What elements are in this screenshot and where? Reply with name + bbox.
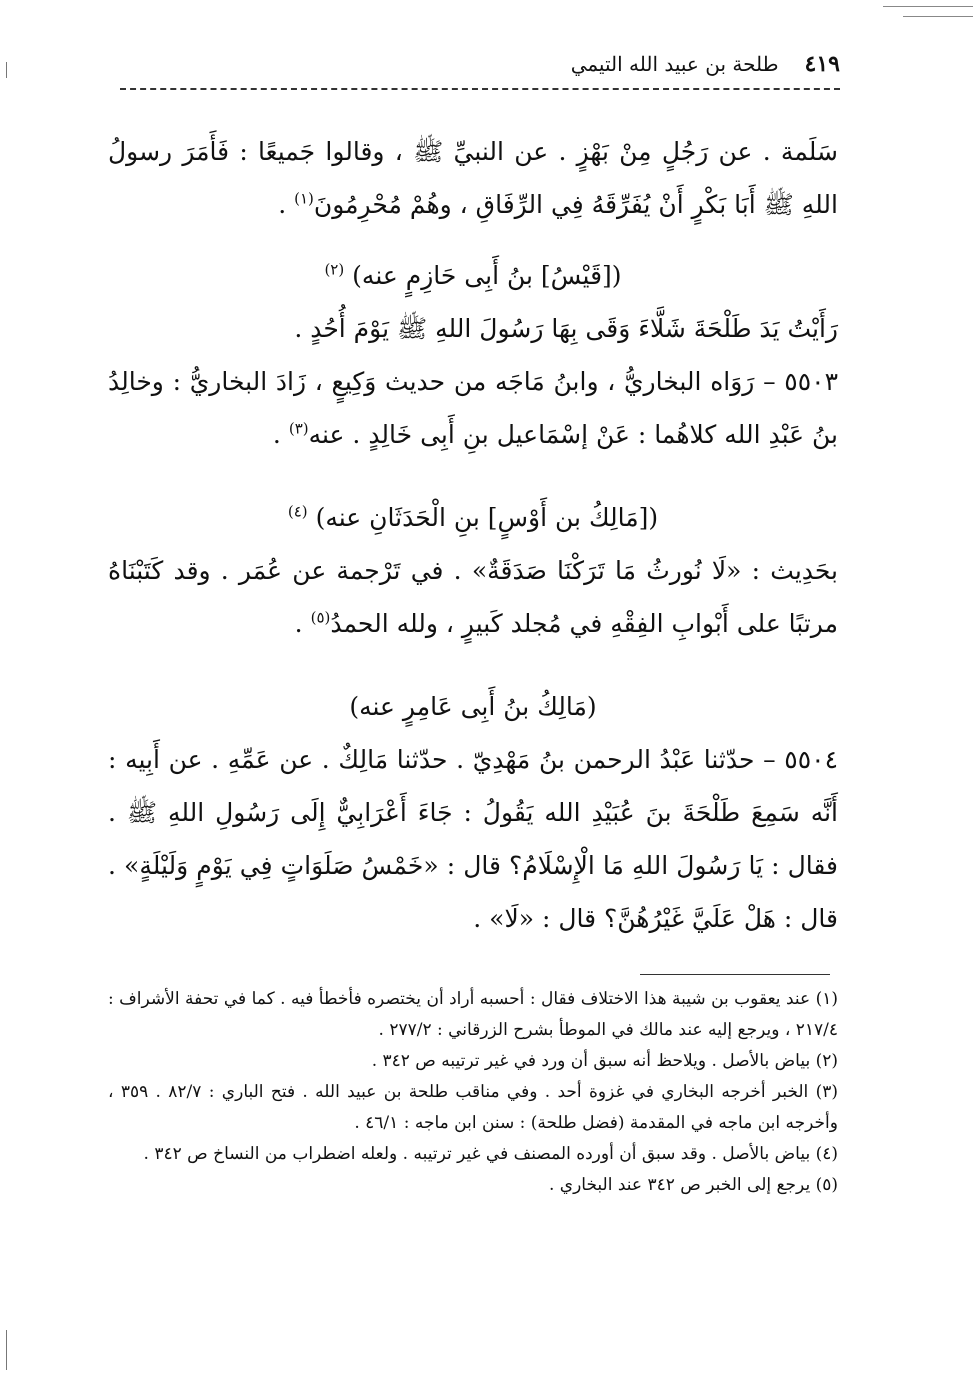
section-heading-qays: ([قَيْسُ] بنُ أَبِى حَازِمٍ عنه) $^{(٢)}$: [324, 260, 622, 290]
page-header: [120, 44, 840, 84]
footnote-5: (٥) يرجع إلى الخبر ص ٣٤٢ عند البخاري .: [548, 1175, 838, 1195]
footnote-3: (٣) الخبر أخرجه البخاري في غزوة أحد . وفي مناقب طلحة بن عبيد الله . فتح الباري : ٨٢/٧ . ٣٥٩ ، وأخرجه ابن ماجه في المقدمة (فضل طلحة) : سنن ابن ماجه : ٤٦/١ .: [108, 1082, 839, 1133]
corner-scan-line: [903, 16, 973, 17]
paragraph-4: بحَدِيث : «لَا نُورثُ مَا تَرَكْنَا صَدَقَةٌ» . في تَرْجمة عن عُمَر . وقد كَتَبْنَاهُ مرتبًا على أَبْوابِ الفِقْهِ في مُجلد كَبيرٍ ، ولله الحمدُ$^{(٥)}$ .: [108, 556, 838, 638]
footnote-2: (٢) بياض بالأصل . ويلاحظ أنه سبق أن ورد في غير ترتيبه ص ٣٤٢ .: [371, 1051, 838, 1071]
header-divider: [120, 88, 840, 90]
footnote-1: (١) عند يعقوب بن شيبة هذا الاختلاف فقال : أحسبه أراد أن يختصره فأخطأ فيه . كما في تحفة الأشراف : ٢١٧/٤ ، ويرجع إليه عند مالك في الموطأ بشرح الزرقاني : ٢٧٧/٢ .: [108, 989, 838, 1040]
corner-scan-line: [883, 6, 973, 7]
section-heading-malik-aws: ([مَالِكُ بن أَوْسٍ] بنِ الْحَدَثَانِ عنه) $^{(٤)}$: [287, 502, 659, 532]
margin-scan-mark: [6, 1330, 7, 1370]
footnote-ref-4[interactable]: (٤): [287, 502, 308, 521]
paragraph-5: ٥٥٠٤ – حدّثنا عَبْدُ الرحمن بنُ مَهْدِيّ . حدّثنا مَالِكٌ . عن عَمِّهِ . عن أَبِيه : أَنَّه سَمِعَ طَلْحَةَ بنَ عُبَيْدِ الله يَقُولُ : جَاءَ أَعْرَابِيٌّ إِلَى رَسُولِ اللهِ ﷺ . فقال : يَا رَسُولَ اللهِ مَا الْإِسْلَامُ؟ قال : «خَمْسُ صَلَوَاتٍ فِي يَوْمٍ وَلَيْلَةٍ» . قال : هَلْ عَلَيَّ غَيْرُهُنَّ؟ قال : «لَا» .: [108, 745, 838, 933]
footnote-ref-1[interactable]: (١): [294, 189, 314, 208]
section-heading-malik-amir: (مَالِكُ بنُ أَبِى عَامِرٍ عنه): [349, 692, 597, 721]
footnote-ref-3[interactable]: (٣): [288, 419, 309, 438]
page-number: ٤١٩: [804, 51, 840, 77]
footnote-4: (٤) بياض بالأصل . وقد سبق أن أورده المصنف في غير ترتيبه . ولعله اضطراب من النساخ ص ٣٤٢ .: [143, 1144, 838, 1164]
paragraph-1: سَلَمة . عن رَجُلٍ مِنْ بَهْزٍ . عن النبيِّ ﷺ ، وقالوا جَميعًا : فَأَمَرَ رسولُ اللهِ ﷺ أَبَا بَكْرٍ أَنْ يُفَرِّقَهُ فِي الرِّفَاقِ ، وهُمْ مُحْرِمُونَ$^{(١)}$ .: [108, 137, 838, 219]
margin-scan-mark: [6, 62, 7, 78]
running-title: طلحة بن عبيد الله التيمي: [570, 52, 779, 76]
footnote-ref-2[interactable]: (٢): [324, 260, 345, 279]
paragraph-3: ٥٥٠٣ – رَوَاه البخاريُّ ، وابنُ مَاجَه من حديث وَكِيعٍ ، زَادَ البخاريُّ : وخالِدُ بنُ عَبْدِ الله كلاهُما : عَنْ إسْمَاعيل بنِ أَبِى خَالِدٍ . عنه$^{(٣)}$ .: [108, 367, 838, 449]
footnote-divider: [640, 974, 830, 975]
main-text: [108, 125, 838, 945]
footnotes: [108, 984, 838, 1201]
footnote-ref-5[interactable]: (٥): [310, 608, 331, 627]
paragraph-2: رَأَيْتُ يَدَ طَلْحَةَ شَلَّاءَ وَقَى بِهَا رَسُولَ اللهِ ﷺ يَوْمَ أُحُدٍ .: [294, 314, 838, 343]
